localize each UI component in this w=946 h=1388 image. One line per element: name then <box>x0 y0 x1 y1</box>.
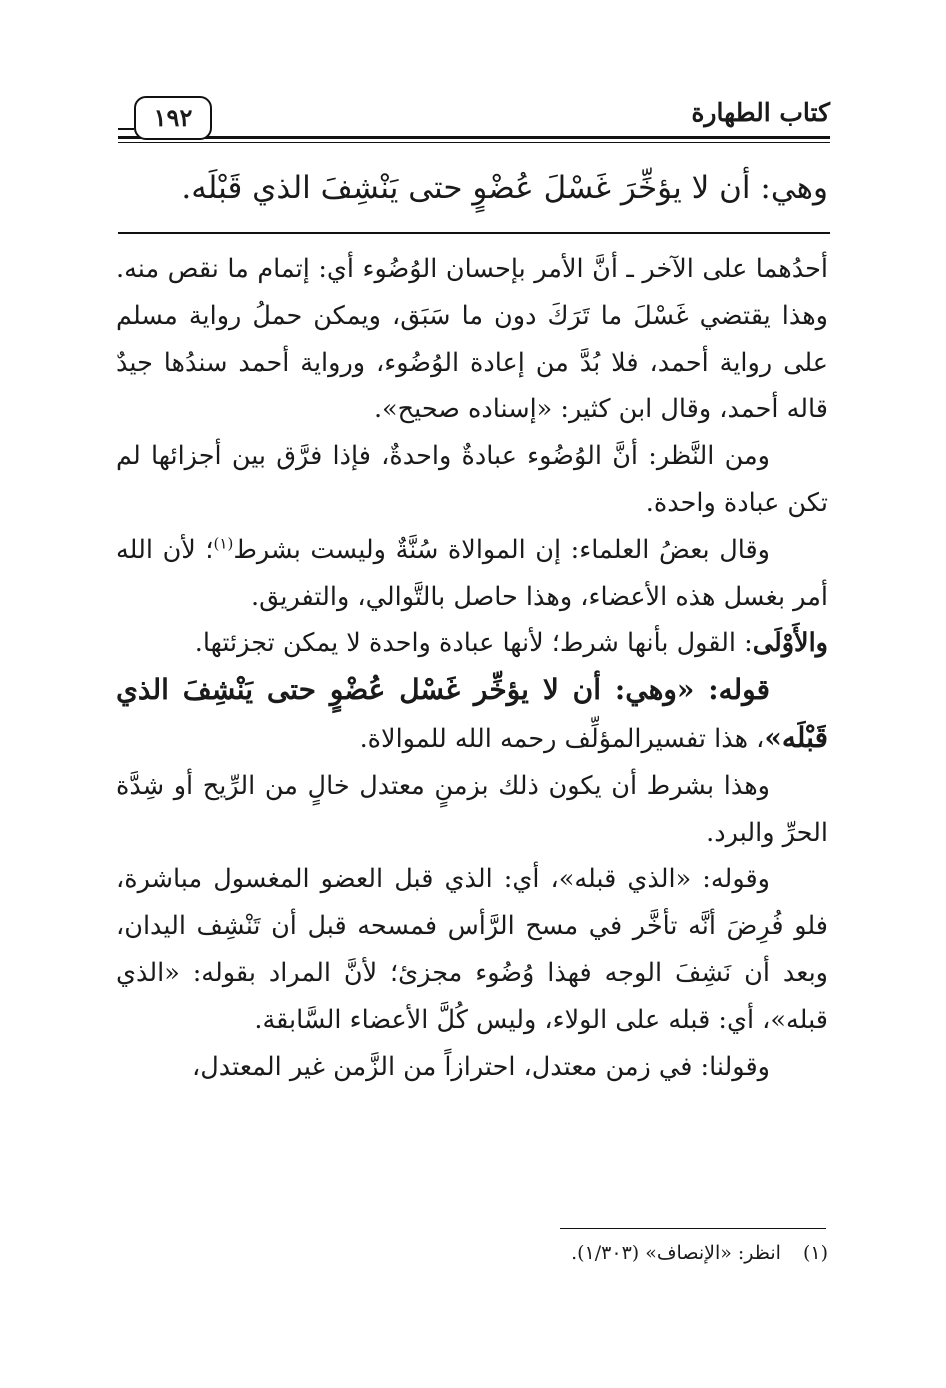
paragraph <box>116 763 828 857</box>
paragraph <box>116 1044 828 1091</box>
matn-text: وهي: أن لا يؤخِّرَ غَسْلَ عُضْوٍ حتى يَنْشِفَ الذي قَبْلَه. <box>181 170 828 206</box>
text-segment: : القول بأنها شرط؛ لأنها عبادة واحدة لا يمكن تجزئتها. <box>194 628 753 659</box>
text-segment: ، هذا تفسيرالمؤلِّف رحمه الله للموالاة. <box>359 723 765 754</box>
text-segment: ومن النَّظر: أنَّ الوُضُوء عبادةٌ واحدةٌ، فإذا فرَّق بين أجزائها لم تكن عبادة واحدة. <box>116 441 828 518</box>
header-rule-end <box>118 128 134 130</box>
footnote <box>116 1238 828 1268</box>
footnote-ref: (١) <box>213 534 234 553</box>
paragraph <box>116 527 828 621</box>
book-title: كتاب الطهارة <box>691 98 830 127</box>
text-segment: ؛ لأن الله أمر بغسل هذه الأعضاء، وهذا حاصل بالتَّوالي، والتفريق. <box>116 534 828 612</box>
header-rule-thick <box>118 136 830 139</box>
paragraph <box>116 856 828 1043</box>
footnote-separator <box>560 1228 826 1229</box>
footnote-text: انظر: «الإنصاف» (١/٣٠٣). <box>571 1242 781 1264</box>
paragraph <box>116 246 828 433</box>
paragraph <box>116 620 828 667</box>
emphasis-segment: قوله: «وهي: أن لا يؤخِّر غَسْل عُضْوٍ حتى يَنْشِفَ الذي قَبْلَه» <box>116 673 828 754</box>
commentary-body <box>116 246 828 1090</box>
text-segment: وهذا بشرط أن يكون ذلك بزمنٍ معتدل خالٍ من الرِّيح أو شِدَّة الحرِّ والبرد. <box>116 770 828 848</box>
page-number: ١٩٢ <box>134 96 212 140</box>
text-segment: وقوله: «الذي قبله»، أي: الذي قبل العضو المغسول مباشرة، فلو فُرِضَ أنَّه تأخَّر في مسح الرَّأس فمسحه قبل أن تَنْشِف اليدان، وبعد أن نَشِفَ الوجه فهذا وُضُوء مجزئ؛ لأنَّ المراد بقوله: «الذي قبله»، أي: قبله على الولاء، وليس كُلَّ الأعضاء السَّابقة. <box>116 864 828 1035</box>
text-segment: وقال بعضُ العلماء: إن الموالاة سُنَّةٌ وليست بشرط <box>233 534 770 565</box>
emphasis-segment: والأَوْلَى <box>752 628 828 659</box>
matn-separator <box>118 232 830 234</box>
page-header <box>118 96 830 148</box>
text-segment: وقولنا: في زمن معتدل، احترازاً من الزَّمن غير المعتدل، <box>192 1051 770 1082</box>
paragraph <box>116 433 828 527</box>
text-segment: أحدُهما على الآخر ـ أنَّ الأمر بإحسان الوُضُوء أي: إتمام ما نقص منه. وهذا يقتضي غَسْلَ ما تَرَكَ دون ما سَبَق، ويمكن حملُ رواية مسلم على رواية أحمد، فلا بُدَّ من إعادة الوُضُوء، ورواية أحمد سندُها جيدٌ قاله أحمد، وقال ابن كثير: «إسناده صحيح». <box>116 254 828 425</box>
header-rule-thin <box>118 142 830 143</box>
footnote-mark: (١) <box>802 1242 828 1264</box>
paragraph <box>116 667 828 763</box>
